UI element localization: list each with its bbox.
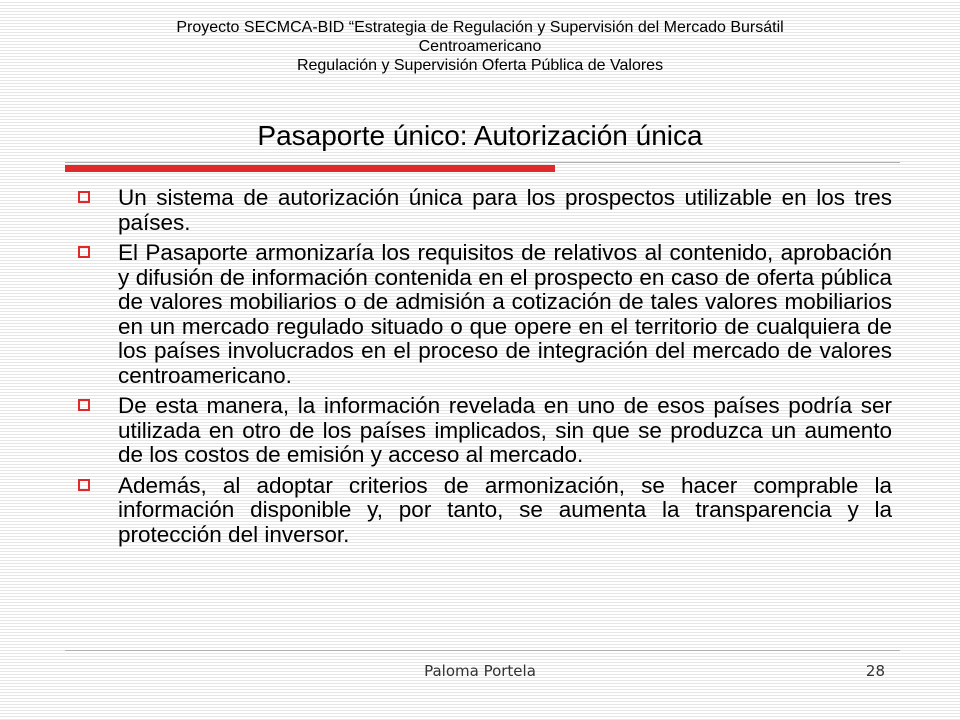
- slide-title: Pasaporte único: Autorización única: [257, 120, 703, 151]
- square-bullet-icon: [78, 246, 90, 258]
- bullet-item: [72, 186, 892, 235]
- bullet-item: [72, 241, 892, 388]
- square-bullet-icon: [78, 191, 90, 203]
- footer-author: Paloma Portela: [424, 662, 536, 680]
- footer-divider: [65, 650, 900, 651]
- page-number: 28: [865, 662, 885, 680]
- header-line-1: Proyecto SECMCA-BID “Estrategia de Regulación y Supervisión del Mercado Bursátil: [176, 19, 784, 36]
- header-line-3: Regulación y Supervisión Oferta Pública de Valores: [296, 57, 664, 74]
- bullet-item: [72, 474, 892, 548]
- title-divider: [65, 162, 900, 163]
- bullet-text: Además, al adoptar criterios de armonización, se hacer comprable la información disponible y, por tanto, se aumenta la transparencia y la protección del inversor.: [118, 472, 892, 547]
- bullet-list: [72, 186, 892, 553]
- square-bullet-icon: [78, 479, 90, 491]
- bullet-text: De esta manera, la información revelada en uno de esos países podría ser utilizada en otro de los países implicados, sin que se produzca un aumento de los costos de emisión y acceso al mercado.: [118, 393, 892, 467]
- header-line-2: Centroamericano: [418, 38, 542, 55]
- title-accent-bar: [65, 165, 555, 172]
- bullet-text: El Pasaporte armonizaría los requisitos de relativos al contenido, aprobación y difusión de información contenida en el prospecto en caso de oferta pública de valores mobiliarios o de admisión a cotización de tales valores mobiliarios en un mercado regulado situado o que opere en el territorio de cualquiera de los países involucrados en el proceso de integración del mercado de valores centroamericano.: [118, 240, 892, 388]
- square-bullet-icon: [78, 399, 90, 411]
- bullet-item: [72, 394, 892, 468]
- bullet-text: Un sistema de autorización única para los prospectos utilizable en los tres países.: [118, 185, 892, 235]
- slide-header: [60, 18, 900, 75]
